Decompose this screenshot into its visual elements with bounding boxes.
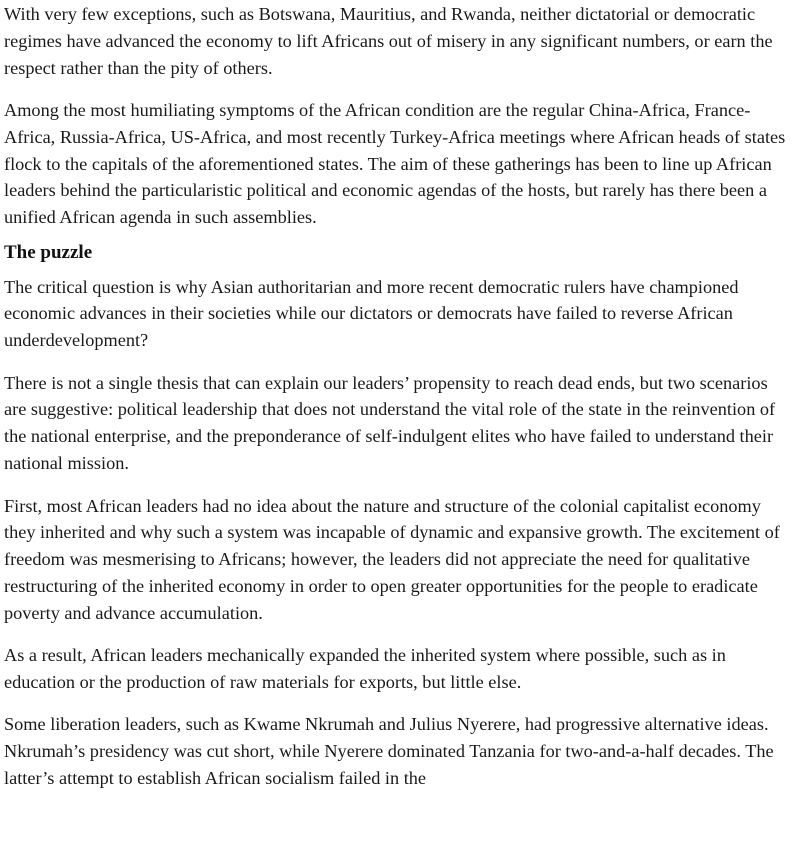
paragraph-exceptions: With very few exceptions, such as Botswana, Mauritius, and Rwanda, neither dictatorial or democratic regimes have advanced the economy to lift Africans out of misery in any significant numbers, or earn the respect rather than the pity of others. (4, 4, 773, 78)
paragraph-colonial-economy: First, most African leaders had no idea about the nature and structure of the colonial capitalist economy they inherited and why such a system was incapable of dynamic and expansive growth. The excitement of freedom was mesmerising to Africans; however, the leaders did not appreciate the need for qualitative restructuring of the inherited economy in order to open greater opportunities for the people to eradicate poverty and advance accumulation. (4, 495, 780, 623)
paragraph-two-scenarios: There is not a single thesis that can explain our leaders’ propensity to reach dead ends, but two scenarios are suggestive: political leadership that does not understand the vital role of the state in the reinvention of the national enterprise, and the preponderance of self-indulgent elites who have failed to understand their national mission. (4, 372, 776, 474)
paragraph-liberation-leaders: Some liberation leaders, such as Kwame Nkrumah and Julius Nyerere, had progressive alternative ideas. Nkrumah’s presidency was cut short, while Nyerere dominated Tanzania for two-and-a-half decades. The latter’s attempt to establish African socialism failed in the (4, 714, 774, 789)
article-body (0, 1, 794, 792)
paragraph-critical-question: The critical question is why Asian authoritarian and more recent democratic rulers have championed economic advances in their societies while our dictators or democrats have failed to reverse African underdevelopment? (4, 276, 739, 351)
section-heading-the-puzzle: The puzzle (4, 241, 93, 263)
paragraph-mechanical-expansion: As a result, African leaders mechanically expanded the inherited system where possible, such as in education or the production of raw materials for exports, but little else. (4, 645, 726, 692)
paragraph-summits: Among the most humiliating symptoms of the African condition are the regular China-Africa, France-Africa, Russia-Africa, US-Africa, and most recently Turkey-Africa meetings where African heads of states flock to the capitals of the aforementioned states. The aim of these gatherings has been to line up African leaders behind the particularistic political and economic agendas of the hosts, but rarely has there been a unified African agenda in such assemblies. (4, 100, 786, 228)
